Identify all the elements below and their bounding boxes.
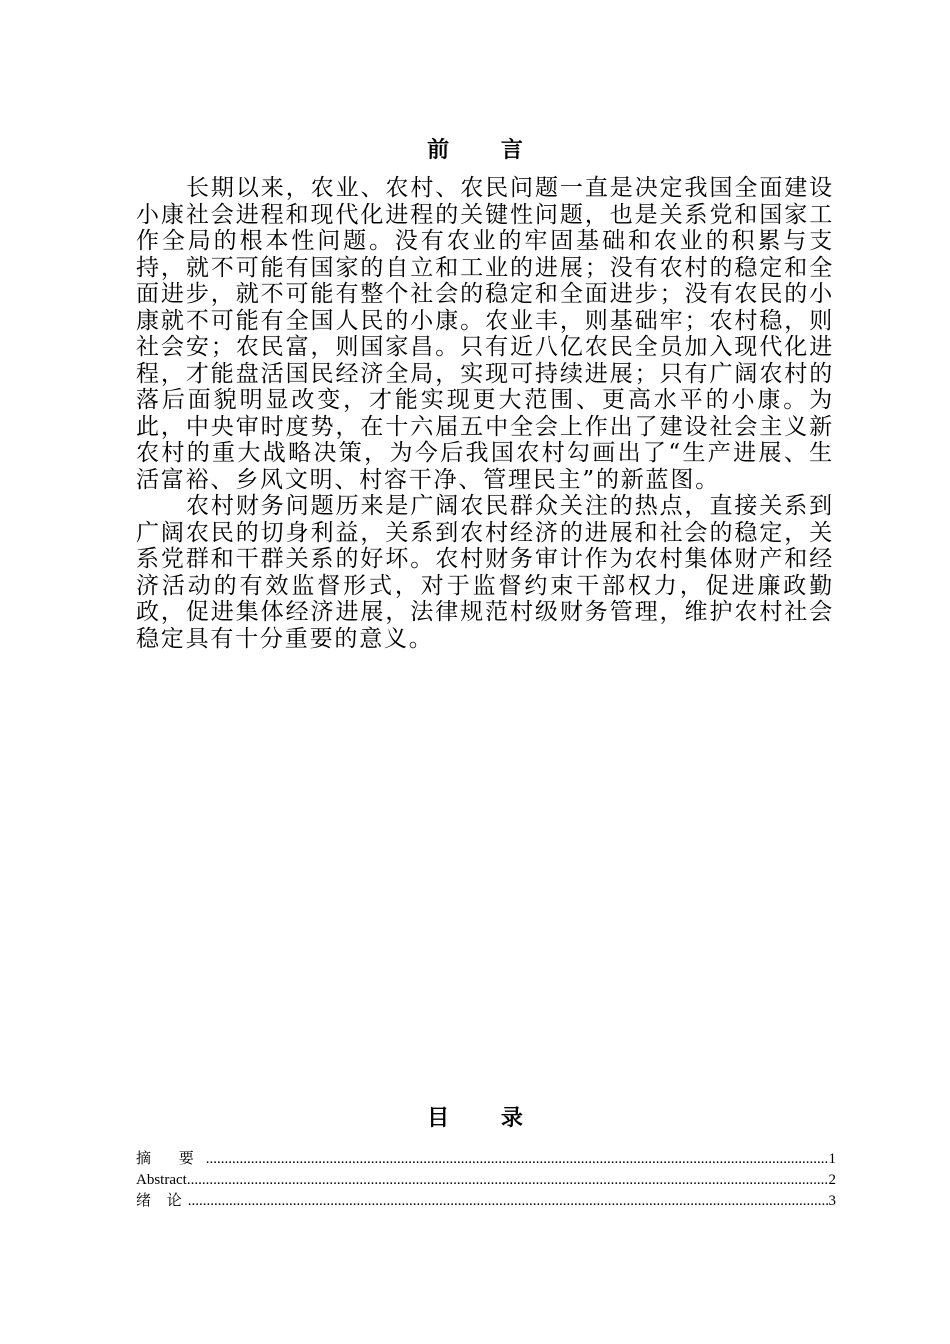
toc-entry-label: Abstract: [136, 1172, 187, 1188]
toc-entry-label: 绪 论: [136, 1193, 188, 1209]
table-of-contents: [136, 1149, 836, 1212]
preface-body: [136, 175, 834, 652]
preface-title: 前 言: [427, 138, 545, 163]
preface-paragraph-2: 农村财务问题历来是广阔农民群众关注的热点，直接关系到广阔农民的切身利益，关系到农村经济的进展和社会的稳定，关系党群和干群关系的好坏。农村财务审计作为农村集体财产和经济活动的有效监督形式，对于监督约束干部权力，促进廉政勤政，促进集体经济进展，法律规范村级财务管理，维护农村社会稳定具有十分重要的意义。: [136, 493, 834, 652]
toc-leader-dots: [187, 1170, 829, 1191]
toc-leader-dots: [188, 1191, 829, 1212]
toc-entry-page: 1: [828, 1151, 836, 1167]
toc-entry-abstract-en[interactable]: [136, 1170, 836, 1191]
toc-leader-dots: [206, 1149, 829, 1170]
toc-entry-abstract-cn[interactable]: [136, 1149, 836, 1170]
toc-entry-label: 摘 要: [136, 1151, 206, 1167]
toc-entry-introduction[interactable]: [136, 1191, 836, 1212]
toc-entry-page: 3: [828, 1193, 836, 1209]
toc-title: 目 录: [427, 1106, 545, 1131]
preface-paragraph-1: 长期以来，农业、农村、农民问题一直是决定我国全面建设小康社会进程和现代化进程的关键性问题，也是关系党和国家工作全局的根本性问题。没有农业的牢固基础和农业的积累与支持，就不可能有国家的自立和工业的进展；没有农村的稳定和全面进步，就不可能有整个社会的稳定和全面进步；没有农民的小康就不可能有全国人民的小康。农业丰，则基础牢；农村稳，则社会安；农民富，则国家昌。只有近八亿农民全员加入现代化进程，才能盘活国民经济全局，实现可持续进展；只有广阔农村的落后面貌明显改变，才能实现更大范围、更高水平的小康。为此，中央审时度势，在十六届五中全会上作出了建设社会主义新农村的重大战略决策，为今后我国农村勾画出了“生产进展、生活富裕、乡风文明、村容干净、管理民主”的新蓝图。: [136, 175, 834, 493]
toc-entry-page: 2: [828, 1172, 836, 1188]
